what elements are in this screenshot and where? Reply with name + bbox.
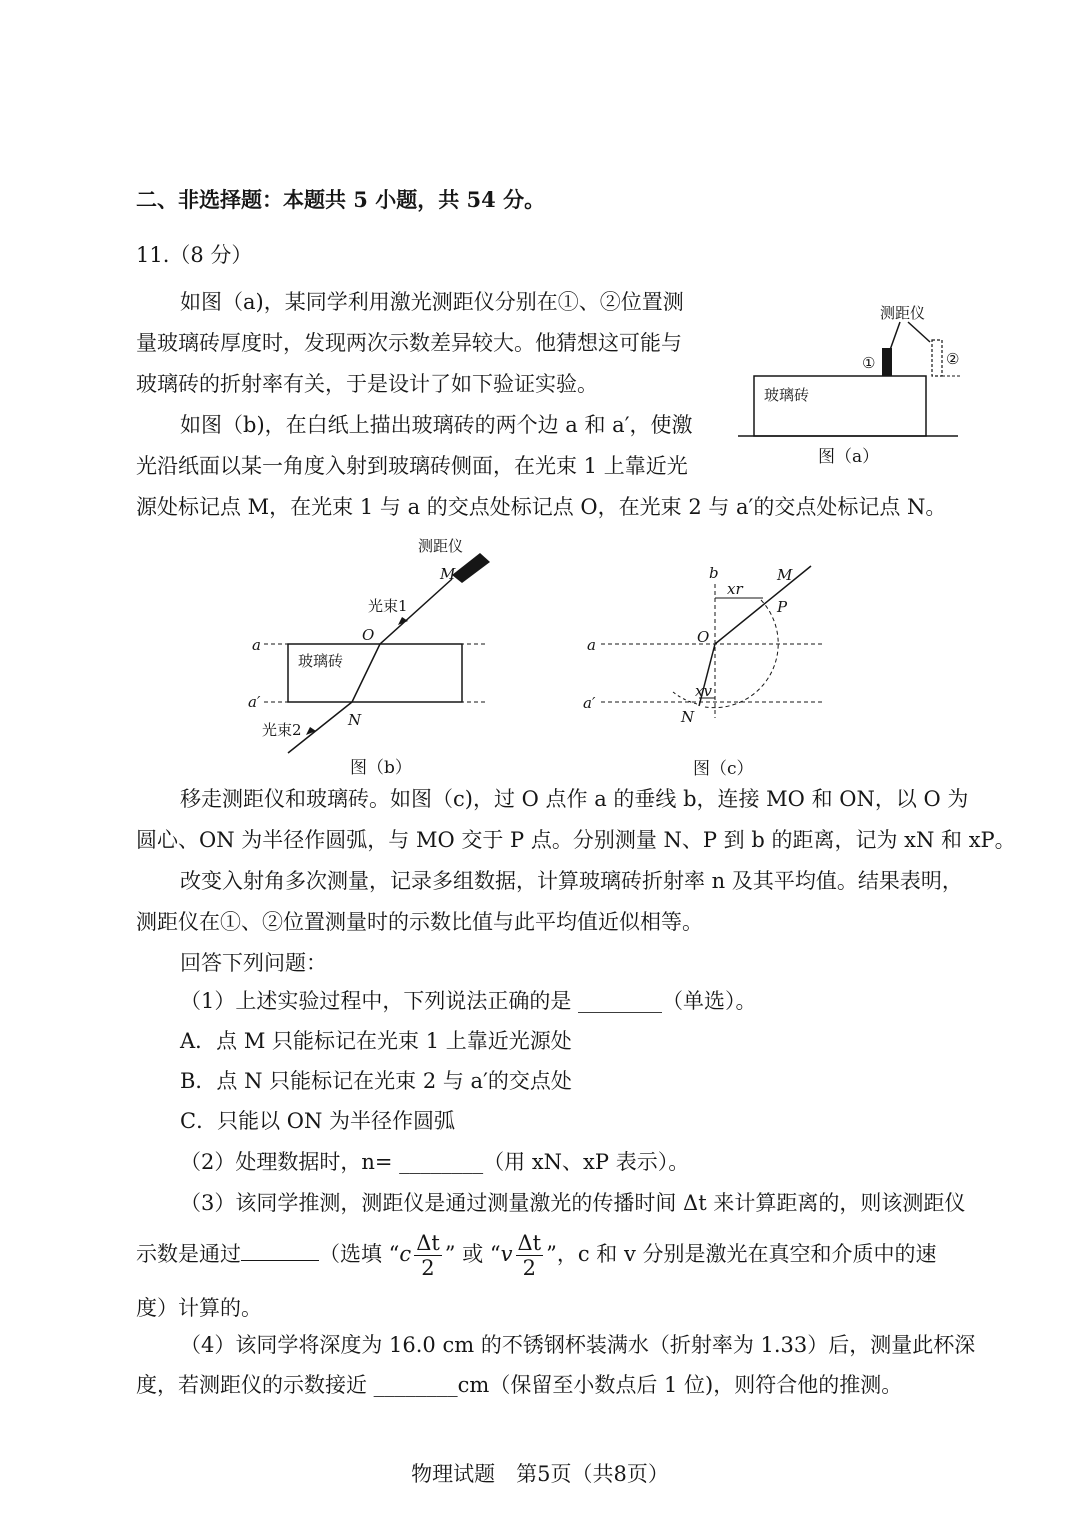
fig-b-M: M [440, 565, 456, 583]
fig-c-xr: xr [727, 580, 743, 598]
para2-line2: 光沿纸面以某一角度入射到玻璃砖侧面，在光束 1 上靠近光 [136, 454, 688, 478]
para2-line3: 源处标记点 M，在光束 1 与 a 的交点处标记点 O，在光束 2 与 a′的交点处标记点 N。 [136, 495, 947, 519]
fig-a-pos1: ① [862, 354, 876, 372]
answer-prompt: 回答下列问题： [180, 951, 327, 975]
question-number: 11.（8 分） [136, 243, 253, 267]
fig-c-arc [705, 600, 778, 708]
q1-option-b: B．点 N 只能标记在光束 2 与 a′的交点处 [180, 1069, 572, 1093]
fig-a-pointer [890, 322, 900, 350]
para2-line1: 如图（b)，在白纸上描出玻璃砖的两个边 a 和 a′，使激 [180, 413, 693, 437]
para1-line1: 如图（a)，某同学利用激光测距仪分别在①、②位置测 [180, 290, 684, 314]
fig-c-O: O [697, 628, 710, 646]
q3-blank [241, 1240, 319, 1261]
q3-lead: 示数是通过 [136, 1242, 241, 1266]
q3-tail: ”，c 和 v 分别是激光在真空和介质中的速 [546, 1242, 937, 1266]
fig-b-a: a [252, 636, 261, 654]
fig-b-a-prime: a′ [248, 693, 261, 711]
q3-c: c [399, 1242, 412, 1266]
figure-b [240, 535, 500, 780]
para4-line1: 改变入射角多次测量，记录多组数据，计算玻璃砖折射率 n 及其平均值。结果表明， [180, 869, 963, 893]
q3-frac1-den: 2 [421, 1256, 435, 1280]
para4-line2: 测距仪在①、②位置测量时的示数比值与此平均值近似相等。 [136, 910, 703, 934]
q4-line1: （4）该同学将深度为 16.0 cm 的不锈钢杯装满水（折射率为 1.33）后，测量此杯深 [180, 1333, 976, 1357]
fig-b-O: O [362, 626, 375, 644]
figure-c [575, 560, 840, 780]
fig-b-refracted [352, 644, 380, 702]
fig-c-N: N [681, 708, 695, 726]
fig-c-a: a [587, 636, 596, 654]
q3-frac2-den: 2 [522, 1256, 536, 1280]
fig-a-device-pos1 [882, 348, 892, 376]
q3-or: ” 或 “ [444, 1242, 501, 1266]
fig-b-device [452, 553, 490, 583]
fig-c-b: b [709, 564, 719, 582]
q3-fraction-1 [414, 1231, 442, 1280]
para3-line2: 圆心、ON 为半径作圆弧，与 MO 交于 P 点。分别测量 N、P 到 b 的距离，记为 xN 和 xP。 [136, 828, 1016, 852]
fig-c-M: M [777, 566, 793, 584]
section-title: 二、非选择题：本题共 5 小题，共 54 分。 [136, 187, 546, 212]
q4-line2: 度，若测距仪的示数接近 ________cm（保留至小数点后 1 位)，则符合他的推测。 [136, 1373, 903, 1397]
fig-c-a-prime: a′ [583, 694, 596, 712]
q1-option-c: C．只能以 ON 为半径作圆弧 [180, 1109, 456, 1133]
fig-b-block-label: 玻璃砖 [298, 652, 344, 670]
fig-b-caption: 图（b） [350, 758, 412, 778]
fig-b-beam1-label: 光束1 [368, 597, 408, 615]
fig-c-caption: 图（c） [693, 759, 754, 779]
fig-a-block [754, 376, 926, 436]
fig-b-beam2-label: 光束2 [262, 721, 302, 739]
fig-a-device-pos2 [932, 340, 942, 376]
fig-a-pointer2 [908, 322, 930, 342]
fig-a-caption: 图（a） [818, 447, 880, 467]
q3-line2 [136, 1228, 937, 1280]
fig-b-device-label: 测距仪 [418, 537, 464, 555]
fig-a-device-label: 测距仪 [880, 304, 926, 322]
q3-line3: 度）计算的。 [136, 1296, 262, 1320]
q3-v: v [500, 1242, 513, 1266]
q1-text: （1）上述实验过程中，下列说法正确的是 ________（单选）。 [180, 989, 757, 1013]
q3-fraction-2 [516, 1231, 544, 1280]
fig-b-N: N [348, 711, 362, 729]
fig-c-line-MO [715, 566, 811, 644]
para1-line3: 玻璃砖的折射率有关，于是设计了如下验证实验。 [136, 372, 598, 396]
fig-a-pos2: ② [946, 350, 960, 368]
q2-text: （2）处理数据时，n= ________（用 xN、xP 表示）。 [180, 1150, 690, 1174]
para3-line1: 移走测距仪和玻璃砖。如图（c)，过 O 点作 a 的垂线 b，连接 MO 和 ON，以 O 为 [180, 787, 969, 811]
para1-line2: 量玻璃砖厚度时，发现两次示数差异较大。他猜想这可能与 [136, 331, 682, 355]
fig-c-xv: xv [695, 682, 712, 700]
q3-choose: （选填 “ [319, 1242, 400, 1266]
q3-frac2-num: Δt [517, 1231, 542, 1255]
fig-a-block-label: 玻璃砖 [764, 386, 810, 404]
figure-a [730, 290, 970, 480]
q3-line1: （3）该同学推测，测距仪是通过测量激光的传播时间 Δt 来计算距离的，则该测距仪 [180, 1191, 966, 1215]
q1-option-a: A．点 M 只能标记在光束 1 上靠近光源处 [180, 1029, 572, 1053]
q3-frac1-num: Δt [416, 1231, 440, 1255]
fig-c-P: P [777, 598, 788, 616]
page-footer: 物理试题 第5页（共8页） [411, 1462, 669, 1486]
